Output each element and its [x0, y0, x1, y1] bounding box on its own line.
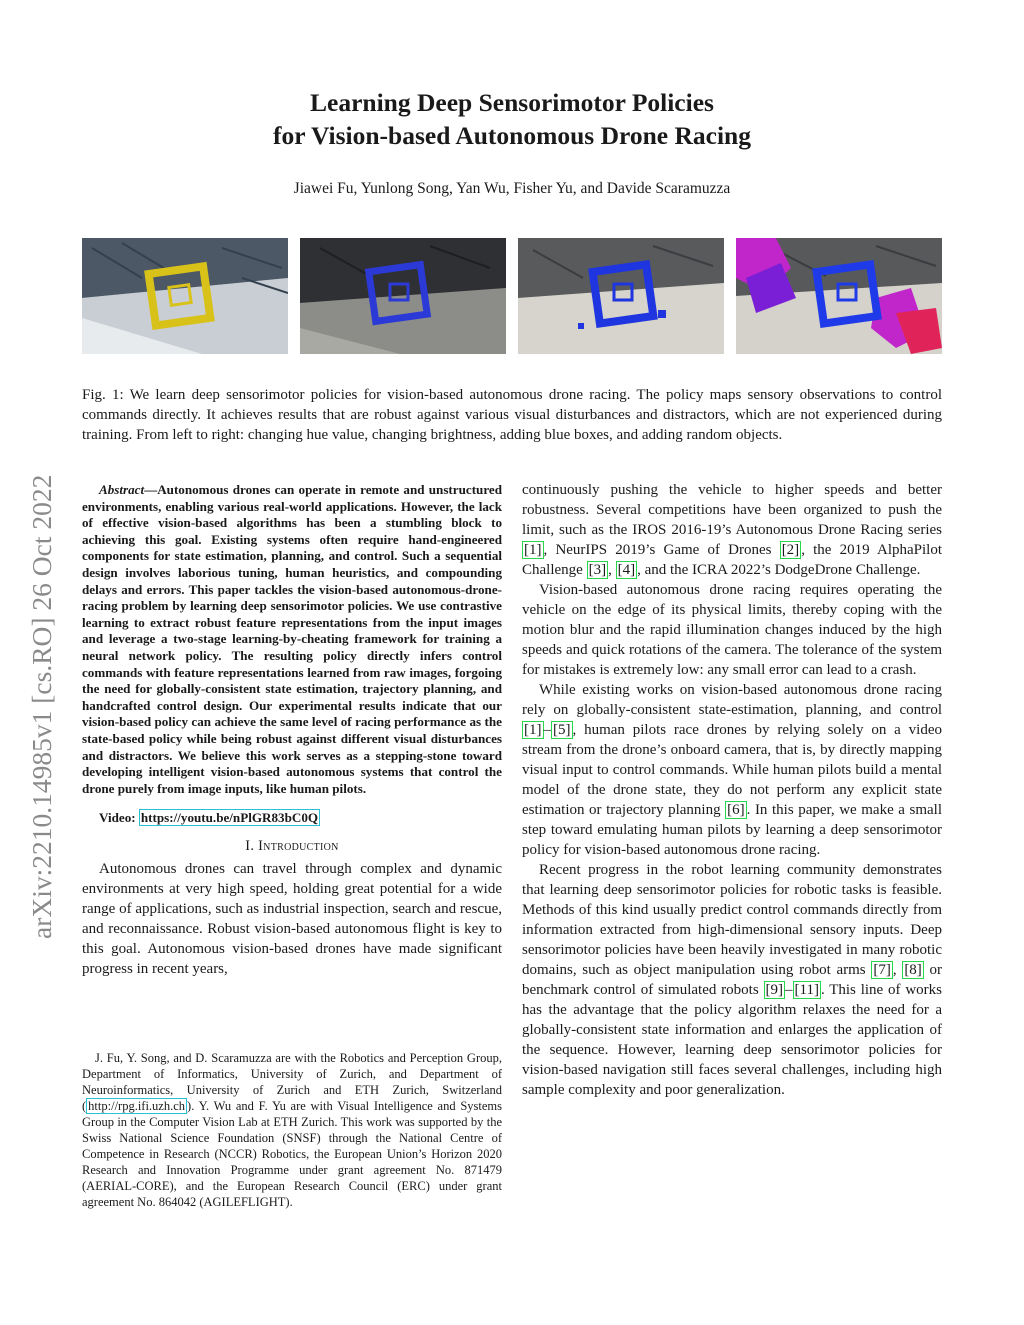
intro-paragraph-2: Vision-based autonomous drone racing requires operating the vehicle on the edge of its physical limits, thereby coping with the motion blur and the rapid illumination changes induced by the high speeds and quick rotations of the camera. The tolerance of the system for mistakes is extremely low: any small error can lead to a crash. — [522, 582, 942, 678]
cite-4[interactable]: [4] — [617, 562, 636, 578]
footnote-text-a: J. Fu, Y. Song, and D. Scaramuzza are with the Robotics and Perception Group, Department of Informatics, University of Zurich, and Department of Neuroinformatics, University of Zurich and ETH Zurich, Switzerland ( — [82, 1051, 502, 1113]
para4-c: or benchmark control of simulated robots — [522, 962, 943, 998]
footnote-text-b: ). Y. Wu and F. Yu are with Visual Intelligence and Systems Group in the Computer Vision Lab at ETH Zurich. This work was supported by the Swiss National Science Foundation (SNSF) through the National Centre of Competence in Research (NCCR) Robotics, the European Union’s Horizon 2020 Research and Innovation Programme under grant agreement No. 871479 (AERIAL-CORE), and the European Research Council (ERC) under grant agreement No. 864042 (AGILEFLIGHT). — [82, 1099, 502, 1209]
para4-b: , — [892, 962, 903, 978]
paper-title — [0, 86, 1024, 152]
right-column — [522, 480, 942, 1100]
para4-e: . This line of works has the advantage that the policy algorithm relaxes the need for a globally-consistent state information and enlarges the application of the sequence. However, learning deep sensorimotor policies for vision-based navigation still faces several challenges, including high sample complexity and poor generalization. — [522, 982, 942, 1098]
intro-paragraph-3 — [522, 680, 942, 860]
para3-c: , human pilots race drones by relying solely on a video stream from the drone’s onboard camera, that is, by directly mapping visual input to control commands. While human pilots build a mental model of the drone state, they do not perform any explicit state estimation or trajectory planning — [522, 722, 942, 818]
author-list: Jiawei Fu, Yunlong Song, Yan Wu, Fisher Yu, and Davide Scaramuzza — [293, 180, 731, 197]
para1-a: continuously pushing the vehicle to higher speeds and better robustness. Several competitions have been organized to push the limit, such as the IROS 2016-19’s Autonomous Drone Racing series — [522, 482, 942, 538]
figure-caption: Fig. 1: We learn deep sensorimotor policies for vision-based autonomous drone racing. The policy maps sensory observations to control commands directly. It achieves results that are robust against various visual disturbances and distractors, which are not experienced during training. From left to right: changing hue value, changing brightness, adding blue boxes, and adding random objects. — [82, 387, 942, 443]
para1-d: , — [608, 562, 616, 578]
para3-b: – — [543, 722, 551, 738]
cite-5[interactable]: [5] — [553, 722, 571, 738]
para4-a: Recent progress in the robot learning community demonstrates that learning deep sensorimotor policies for robotic tasks is feasible. Methods of this kind usually predict control commands directly from information extracted from high-dimensional sensory inputs. Deep sensorimotor policies have been heavily investigated in many robotic domains, such as object manipulation using robot arms — [522, 862, 942, 978]
abstract-lead: Abstract — [99, 482, 145, 497]
arxiv-stamp — [24, 354, 60, 939]
cite-1b[interactable]: [1] — [524, 722, 542, 738]
para1-c: , the 2019 AlphaPilot Challenge — [522, 542, 942, 578]
cite-6[interactable]: [6] — [727, 802, 745, 818]
para4-d: – — [785, 982, 793, 998]
cite-2[interactable]: [2] — [781, 542, 800, 558]
video-label: Video: — [99, 810, 139, 826]
video-link[interactable]: https://youtu.be/nPlGR83bC0Q — [140, 810, 319, 826]
figure-panel-brightness — [300, 238, 506, 354]
cite-7[interactable]: [7] — [873, 962, 891, 978]
left-column — [82, 482, 502, 979]
figure-panel-hue — [82, 238, 288, 354]
cite-3[interactable]: [3] — [588, 562, 607, 578]
figure-panel-blue-boxes — [518, 238, 724, 354]
intro-paragraph-4 — [522, 860, 942, 1100]
cite-11[interactable]: [11] — [794, 982, 819, 998]
section-heading-introduction: I. Introduction — [245, 838, 339, 855]
figure-1 — [82, 238, 942, 354]
para3-a: While existing works on vision-based autonomous drone racing rely on globally-consistent state-estimation, planning, and control — [522, 682, 942, 718]
para1-b: , NeurIPS 2019’s Game of Drones — [543, 542, 780, 558]
title-line-2: for Vision-based Autonomous Drone Racing — [273, 121, 751, 150]
cite-1[interactable]: [1] — [524, 542, 542, 558]
video-line — [82, 810, 502, 826]
abstract-text: —Autonomous drones can operate in remote and unstructured environments, enabling various real-world applications. However, the lack of effective vision-based algorithms has been a stumbling block to achieving this goal. Existing systems often require hand-engineered components for state estimation, planning, and control. Such a sequential design involves laborious tuning, human heuristics, and compounding delays and errors. This paper tackles the vision-based autonomous-drone-racing problem by learning deep sensorimotor policies. We use contrastive learning to extract robust feature representations from the input images and leverage a two-stage learning-by-cheating framework for training a neural network policy. The resulting policy directly infers control commands with feature representations learned from raw images, forgoing the need for globally-consistent state estimation, trajectory planning, and handcrafted control design. Our experimental results indicate that our vision-based policy can achieve the same level of racing performance as the state-based policy while being robust against different visual disturbances and distractors. We believe this work serves as a stepping-stone toward developing intelligent vision-based autonomous systems that control the drone purely from image inputs, like human pilots. — [82, 482, 502, 796]
figure-panel-random-objects — [736, 238, 942, 354]
cite-9[interactable]: [9] — [765, 982, 783, 998]
affiliation-footnote — [82, 1050, 502, 1210]
para3-d: . In this paper, we make a small step toward emulating human pilots by learning a deep sensorimotor policy for vision-based autonomous drone racing. — [522, 802, 942, 858]
cite-8[interactable]: [8] — [904, 962, 922, 978]
para1-e: , and the ICRA 2022’s DodgeDrone Challenge. — [637, 562, 921, 578]
footnote-url[interactable]: http://rpg.ifi.uzh.ch — [88, 1099, 186, 1113]
intro-paragraph-1 — [522, 480, 942, 580]
intro-paragraph-left: Autonomous drones can travel through complex and dynamic environments at very high speed, holding great potential for a wide range of applications, such as industrial inspection, search and rescue, and reconnaissance. Robust vision-based autonomous flight is key to this goal. Autonomous vision-based drones have made significant progress in recent years, — [82, 861, 502, 978]
abstract — [82, 482, 502, 797]
arxiv-id: arXiv:2210.14985v1 [cs.RO] 26 Oct 2022 — [26, 474, 57, 939]
title-line-1: Learning Deep Sensorimotor Policies — [310, 88, 714, 117]
